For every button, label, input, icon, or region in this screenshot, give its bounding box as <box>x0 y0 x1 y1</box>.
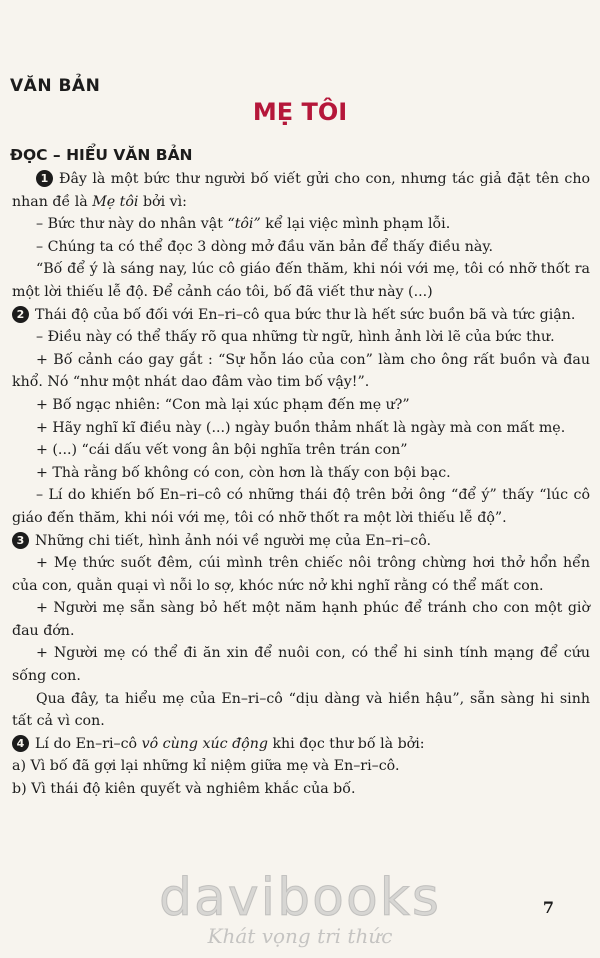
paragraph: + (...) “cái dấu vết vong ân bội nghĩa trên trán con” <box>36 442 408 459</box>
paragraph: – Lí do khiến bố En–ri–cô có những thái độ trên bởi ông “để ý” thấy “lúc cô giáo đến thăm, khi nói với mẹ, tôi có nhỡ thốt ra một lời thiếu lễ độ”. <box>12 487 590 526</box>
number-badge-2: 2 <box>12 306 29 323</box>
content-body <box>12 168 590 801</box>
paragraph: + Hãy nghĩ kĩ điều này (...) ngày buồn thảm nhất là ngày mà con mất mẹ. <box>36 419 566 436</box>
number-badge-1: 1 <box>36 170 53 187</box>
question-3: 3 Những chi tiết, hình ảnh nói về người mẹ của En–ri–cô. <box>12 530 590 553</box>
answer-option-a: a) Vì bố đã gợi lại những kỉ niệm giữa mẹ và En–ri–cô. <box>12 758 400 775</box>
paragraph: – Bức thư này do nhân vật “tôi” kể lại việc mình phạm lỗi. <box>36 216 451 233</box>
quote-paragraph: “Bố để ý là sáng nay, lúc cô giáo đến thăm, khi nói với mẹ, tôi có nhỡ thốt ra một lời thiếu lễ độ. Để cảnh cáo tôi, bố đã viết thư này (...) <box>12 261 590 300</box>
number-badge-4: 4 <box>12 735 29 752</box>
paragraph: – Chúng ta có thể đọc 3 dòng mở đầu văn bản để thấy điều này. <box>36 238 494 255</box>
paragraph: + Mẹ thức suốt đêm, cúi mình trên chiếc nôi trông chừng hơi thở hổn hển của con, quằn quại vì nỗi lo sợ, khóc nức nở khi nghĩ rằng có thể mất con. <box>12 555 590 594</box>
question-2: 2 Thái độ của bố đối với En–ri–cô qua bức thư là hết sức buồn bã và tức giận. <box>12 304 590 327</box>
question-4: 4 Lí do En–ri–cô vô cùng xúc động khi đọc thư bố là bởi: <box>12 733 590 756</box>
watermark-tagline: Khát vọng tri thức <box>207 924 393 948</box>
paragraph: – Điều này có thể thấy rõ qua những từ ngữ, hình ảnh lời lẽ của bức thư. <box>36 329 555 346</box>
paragraph: + Bố cảnh cáo gay gắt : “Sự hỗn láo của con” làm cho ông rất buồn và đau khổ. Nó “như một nhát dao đâm vào tim bố vậy!”. <box>12 351 590 391</box>
page-number: 7 <box>542 898 554 917</box>
answer-option-b: b) Vì thái độ kiên quyết và nghiêm khắc của bố. <box>12 781 356 798</box>
question-1: 1 Đây là một bức thư người bố viết gửi cho con, nhưng tác giả đặt tên cho nhan đề là Mẹ tôi bởi vì: <box>12 171 590 210</box>
section-label: VĂN BẢN <box>10 76 101 96</box>
number-badge-3: 3 <box>12 532 29 549</box>
paragraph: + Bố ngạc nhiên: “Con mà lại xúc phạm đến mẹ ư?” <box>36 396 410 413</box>
watermark-logo: davibooks <box>159 868 441 928</box>
paragraph: + Người mẹ có thể đi ăn xin để nuôi con, có thể hi sinh tính mạng để cứu sống con. <box>12 645 590 685</box>
section-heading: ĐỌC – HIỂU VĂN BẢN <box>10 146 193 164</box>
paragraph: Qua đây, ta hiểu mẹ của En–ri–cô “dịu dàng và hiền hậu”, sẵn sàng hi sinh tất cả vì con. <box>12 690 590 730</box>
paragraph: + Thà rằng bố không có con, còn hơn là thấy con bội bạc. <box>36 464 451 481</box>
paragraph: + Người mẹ sẵn sàng bỏ hết một năm hạnh phúc để tránh cho con một giờ đau đớn. <box>12 600 590 639</box>
page-title: MẸ TÔI <box>252 98 348 126</box>
